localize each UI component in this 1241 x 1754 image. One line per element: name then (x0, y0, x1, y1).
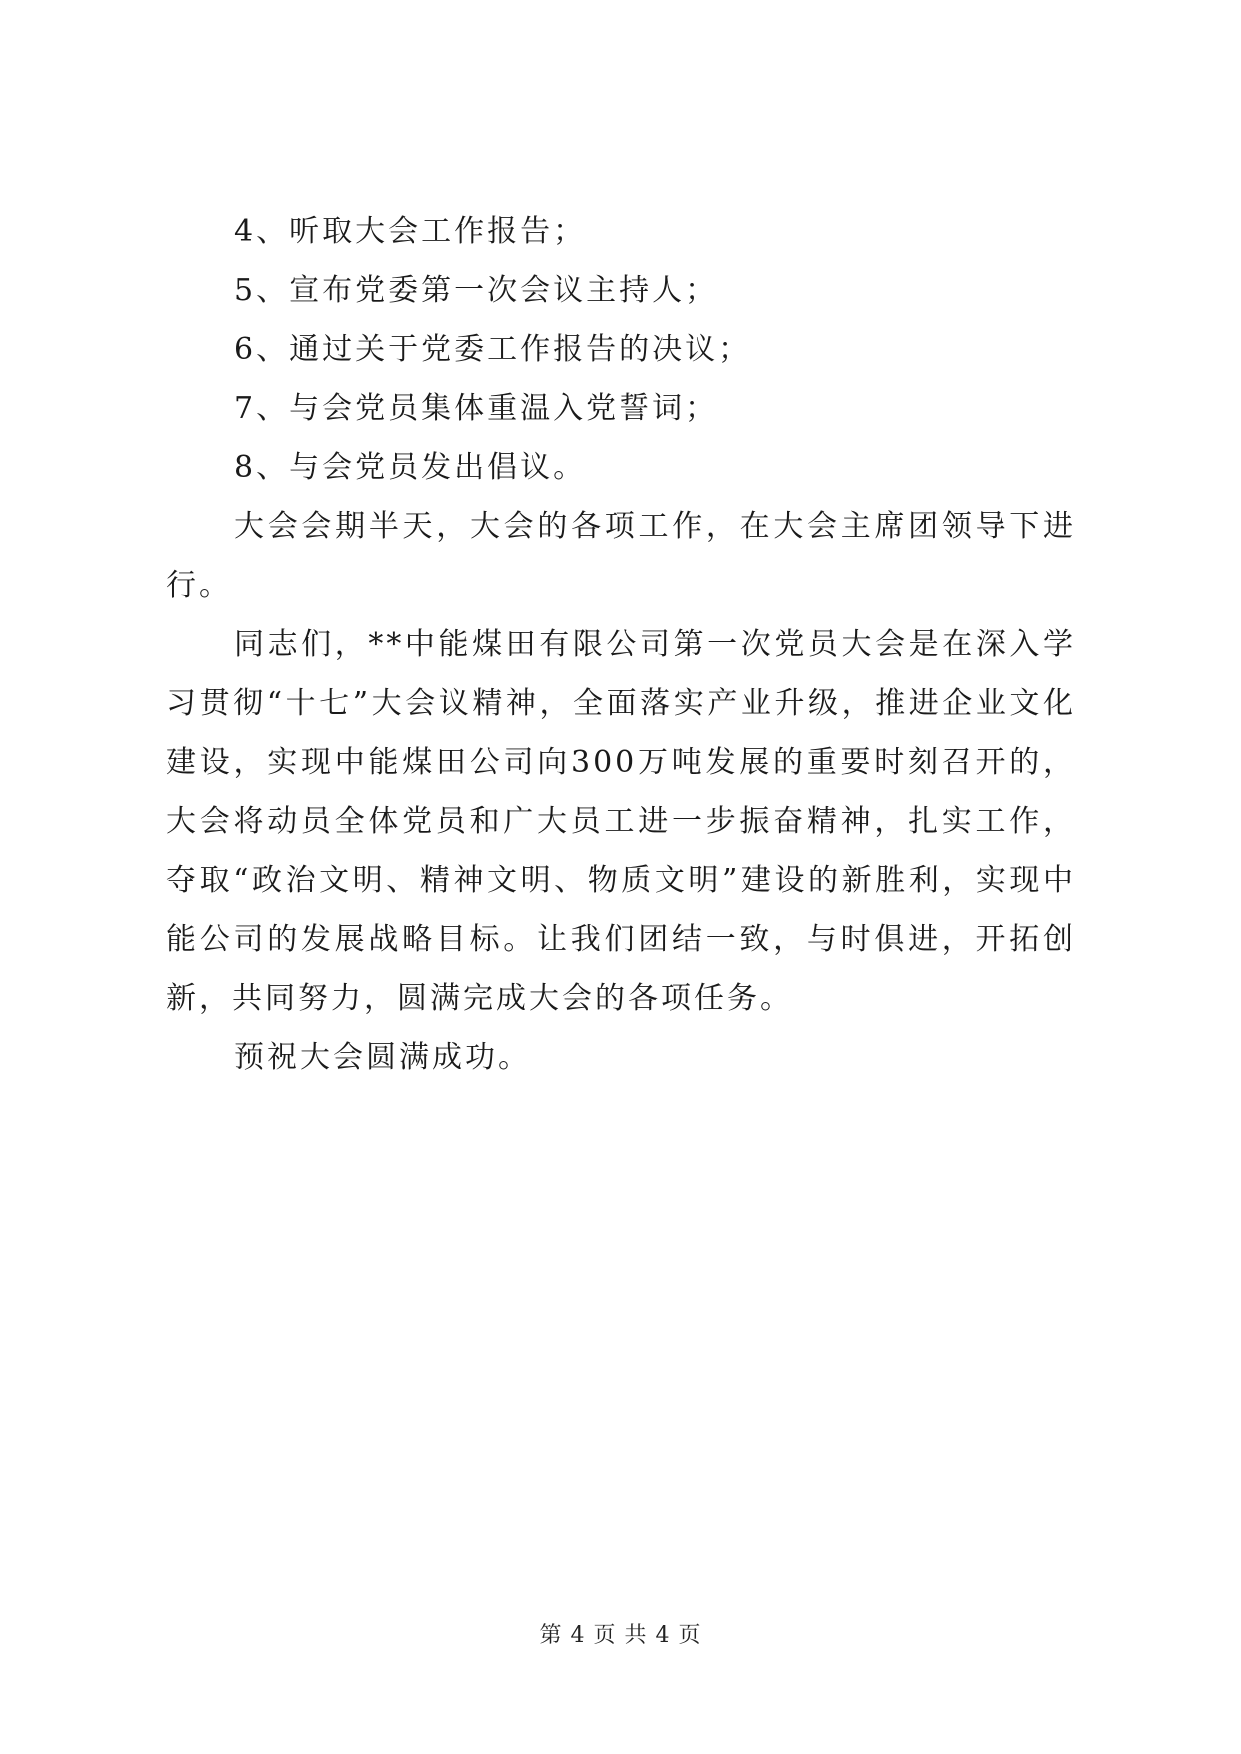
agenda-item-4: 4、听取大会工作报告； (234, 214, 587, 249)
agenda-item-5: 5、宣布党委第一次会议主持人； (234, 273, 719, 308)
main-speech-paragraph: 同志们，**中能煤田有限公司第一次党员大会是在深入学习贯彻“十七”大会议精神，全面落实产业升级，推进企业文化建设，实现中能煤田公司向300万吨发展的重要时刻召开的，大会将动员全体党员和广大员工进一步振奋精神，扎实工作，夺取“政治文明、精神文明、物质文明”建设的新胜利，实现中能公司的发展战略目标。让我们团结一致，与时俱进，开拓创新，共同努力，圆满完成大会的各项任务。 (166, 627, 1076, 1016)
closing-wish-paragraph: 预祝大会圆满成功。 (234, 1040, 531, 1075)
page-number-footer: 第 4 页 共 4 页 (539, 1623, 702, 1648)
agenda-item-7: 7、与会党员集体重温入党誓词； (234, 391, 719, 426)
agenda-item-8: 8、与会党员发出倡议。 (234, 450, 587, 485)
document-body (166, 202, 1076, 1087)
agenda-item-6: 6、通过关于党委工作报告的决议； (234, 332, 752, 367)
meeting-duration-paragraph: 大会会期半天，大会的各项工作，在大会主席团领导下进行。 (166, 509, 1076, 603)
